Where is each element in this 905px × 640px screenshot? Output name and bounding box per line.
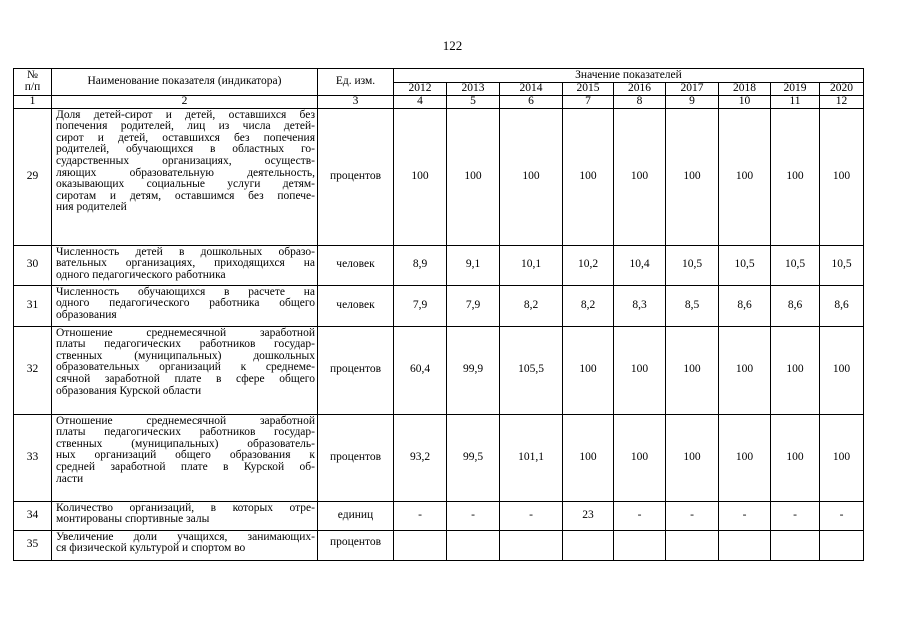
indicator-value [500,530,563,560]
indicator-value: 99,5 [447,414,500,501]
indicator-name [52,108,318,245]
indicators-table [13,68,864,561]
indicator-name-line: средней заработной плате в Курской об- [56,460,315,473]
header-year: 2014 [500,83,563,96]
indicator-name-line: сячной заработной плате в сфере общего [56,372,315,385]
indicator-value: 105,5 [500,326,563,414]
indicator-value: - [719,501,771,530]
unit: единиц [318,501,394,530]
indicator-value: 10,2 [563,245,614,285]
indicator-name-line: сирот и детей, оставшихся без попечения [56,131,315,144]
header-year: 2016 [614,83,666,96]
indicator-value: 100 [614,326,666,414]
indicator-value: 8,6 [719,285,771,326]
column-number: 9 [666,96,719,109]
indicator-value: 101,1 [500,414,563,501]
indicator-value: - [820,501,864,530]
row-number: 29 [14,108,52,245]
indicator-name-line: вательных организациях, приходящихся на [56,257,315,270]
table-row [14,530,864,560]
row-number: 33 [14,414,52,501]
indicator-value: - [614,501,666,530]
table-row [14,108,864,245]
indicator-name [52,530,318,560]
header-unit: Ед. изм. [318,69,394,96]
indicator-name-line: родителей, обучающихся в областных го- [56,143,315,156]
indicator-name-line: ных организаций общего образования к [56,449,315,462]
header-number [14,69,52,96]
indicator-name [52,285,318,326]
header-number-line1: № [27,69,38,82]
header-year: 2013 [447,83,500,96]
column-number: 12 [820,96,864,109]
column-number: 7 [563,96,614,109]
indicator-value [719,530,771,560]
indicator-value: - [771,501,820,530]
table-row [14,245,864,285]
indicator-value: 8,9 [394,245,447,285]
indicator-value: 100 [563,108,614,245]
indicator-value [820,530,864,560]
indicator-value: 7,9 [447,285,500,326]
header-name: Наименование показателя (индикатора) [52,69,318,96]
table-row [14,285,864,326]
indicator-value: 9,1 [447,245,500,285]
row-number: 34 [14,501,52,530]
table-row [14,501,864,530]
column-number: 1 [14,96,52,109]
indicator-name-line: платы педагогических работников государ- [56,426,315,439]
column-number: 3 [318,96,394,109]
indicator-value: 8,6 [820,285,864,326]
indicator-value: 100 [666,414,719,501]
indicator-name-line: ласти [56,472,84,485]
indicator-value [614,530,666,560]
indicator-value: 100 [719,108,771,245]
indicator-value: 23 [563,501,614,530]
indicator-value: 8,5 [666,285,719,326]
column-number: 6 [500,96,563,109]
indicator-name [52,501,318,530]
indicator-value: 10,4 [614,245,666,285]
indicator-value: 10,5 [666,245,719,285]
indicator-value: 100 [771,326,820,414]
indicator-name-line: Доля детей-сирот и детей, оставшихся без [56,108,315,121]
indicator-name-line: платы педагогических работников государ- [56,338,315,351]
indicator-value: - [500,501,563,530]
indicator-value: 100 [719,326,771,414]
indicator-name [52,326,318,414]
indicator-name-line: Увеличение доли учащихся, занимающих- [56,530,315,543]
indicator-value: 100 [820,414,864,501]
indicator-value: 10,5 [820,245,864,285]
indicator-value [447,530,500,560]
row-number: 35 [14,530,52,560]
column-number: 2 [52,96,318,109]
indicator-value: 93,2 [394,414,447,501]
row-number: 32 [14,326,52,414]
indicator-value: 100 [614,414,666,501]
indicator-value: 60,4 [394,326,447,414]
column-number: 5 [447,96,500,109]
indicator-name-line: Численность обучающихся в расчете на [56,285,315,298]
indicator-value: 100 [771,414,820,501]
indicator-value: 100 [500,108,563,245]
row-number: 31 [14,285,52,326]
indicator-value: 100 [614,108,666,245]
indicator-value: 8,2 [500,285,563,326]
header-year: 2012 [394,83,447,96]
indicator-value: 10,5 [771,245,820,285]
indicator-name [52,414,318,501]
indicator-name-line: ственных (муниципальных) дошкольных [56,349,315,362]
indicator-value: 100 [719,414,771,501]
indicator-name-line: ния родителей [56,201,127,214]
indicator-value: 10,5 [719,245,771,285]
unit: человек [318,245,394,285]
indicator-value [666,530,719,560]
unit: процентов [318,108,394,245]
indicator-value [394,530,447,560]
header-year: 2018 [719,83,771,96]
indicator-value: 100 [666,326,719,414]
indicator-value: 10,1 [500,245,563,285]
header-number-line2: п/п [24,81,41,93]
indicator-name-line: Численность детей в дошкольных образо- [56,245,315,258]
table-row [14,414,864,501]
indicator-name-line: ляющих образовательную деятельность, [56,166,315,179]
indicator-name-line: Отношение среднемесячной заработной [56,414,315,427]
column-number: 4 [394,96,447,109]
indicator-value [771,530,820,560]
column-number: 11 [771,96,820,109]
indicator-name-line: одного педагогического работника [56,268,226,281]
indicator-value: 8,3 [614,285,666,326]
indicator-name-line: ся физической культурой и спортом во [56,542,246,555]
indicator-value [563,530,614,560]
indicator-value: 100 [447,108,500,245]
indicator-name-line: ственных (муниципальных) образователь- [56,437,315,450]
indicator-value: 99,9 [447,326,500,414]
indicator-name-line: одного педагогического работника общего [56,297,315,310]
unit: процентов [318,530,394,560]
indicator-value: 8,6 [771,285,820,326]
indicator-name-line: Отношение среднемесячной заработной [56,326,315,339]
column-numbers-row [14,96,864,109]
unit: процентов [318,326,394,414]
indicator-name-line: образования Курской области [56,384,202,397]
indicator-name-line: Количество организаций, в которых отре- [56,501,315,514]
unit: процентов [318,414,394,501]
indicator-name-line: образования [56,308,117,321]
column-number: 10 [719,96,771,109]
indicator-value: - [394,501,447,530]
header-year: 2015 [563,83,614,96]
indicator-name-line: сударственных организациях, осуществ- [56,154,315,167]
table-body [14,108,864,560]
indicator-name [52,245,318,285]
indicator-value: 7,9 [394,285,447,326]
table-row [14,326,864,414]
header-year: 2019 [771,83,820,96]
row-number: 30 [14,245,52,285]
column-number: 8 [614,96,666,109]
indicator-name-line: оказывающих социальные услуги детям- [56,178,315,191]
header-year: 2020 [820,83,864,96]
indicator-value: 100 [666,108,719,245]
page-number: 122 [442,38,463,53]
indicator-value: 100 [771,108,820,245]
header-values-title: Значение показателей [394,69,864,83]
unit: человек [318,285,394,326]
indicator-value: 8,2 [563,285,614,326]
indicator-name-line: сиротам и детям, оставшимся без попече- [56,189,315,202]
indicator-value: - [666,501,719,530]
header-year: 2017 [666,83,719,96]
indicator-value: 100 [394,108,447,245]
indicator-value: - [447,501,500,530]
indicator-name-line: образовательных организаций к среднеме- [56,361,315,374]
indicator-name-line: монтированы спортивные залы [56,513,210,526]
indicator-value: 100 [563,414,614,501]
indicator-value: 100 [563,326,614,414]
indicator-name-line: попечения родителей, лиц из числа детей- [56,120,315,133]
indicator-value: 100 [820,326,864,414]
indicator-value: 100 [820,108,864,245]
